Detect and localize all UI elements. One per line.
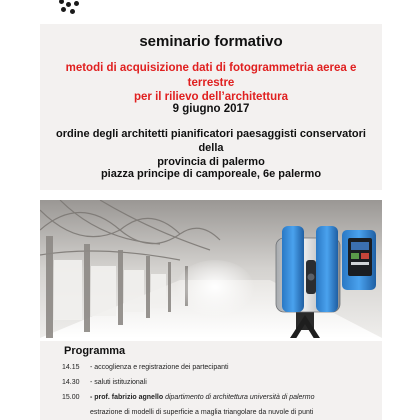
logo-dots-icon bbox=[58, 0, 80, 16]
event-date: 9 giugno 2017 bbox=[172, 103, 250, 115]
program-item-text: estrazione di modelli di superficie a maglia triangolare da nuvole di punti bbox=[90, 409, 314, 416]
program-title: Programma bbox=[64, 345, 126, 357]
subtitle-line-1: metodi di acquisizione dati di fotogrammetria aerea e terrestre bbox=[65, 62, 357, 89]
program-item bbox=[62, 409, 313, 416]
seminar-title: seminario formativo bbox=[139, 33, 283, 50]
program-item bbox=[62, 379, 147, 386]
organizer-line-2: provincia di palermo bbox=[157, 156, 265, 168]
cloister-scanner-photo bbox=[40, 200, 382, 338]
header-panel bbox=[40, 24, 382, 190]
organizer bbox=[50, 127, 372, 169]
program-item bbox=[62, 394, 314, 401]
program-item-text: - accoglienza e registrazione dei partecipanti bbox=[90, 364, 229, 371]
organizer-line-1: ordine degli architetti pianificatori paesaggisti conservatori della bbox=[56, 128, 366, 154]
event-venue: piazza principe di camporeale, 6e palermo bbox=[100, 168, 322, 180]
program-item-time: 15.00 bbox=[62, 394, 80, 401]
program-item-time: 14.30 bbox=[62, 379, 80, 386]
program-item-speaker: - prof. fabrizio agnello bbox=[90, 394, 164, 401]
program-item-time: 14.15 bbox=[62, 364, 80, 371]
seminar-subtitle bbox=[46, 61, 376, 105]
program-item bbox=[62, 364, 229, 371]
program-panel bbox=[40, 341, 382, 420]
program-item-text: - saluti istituzionali bbox=[90, 379, 147, 386]
subtitle-line-2: per il rilievo dell’architettura bbox=[133, 91, 289, 103]
program-item-affiliation: dipartimento di architettura università di palermo bbox=[165, 394, 315, 401]
